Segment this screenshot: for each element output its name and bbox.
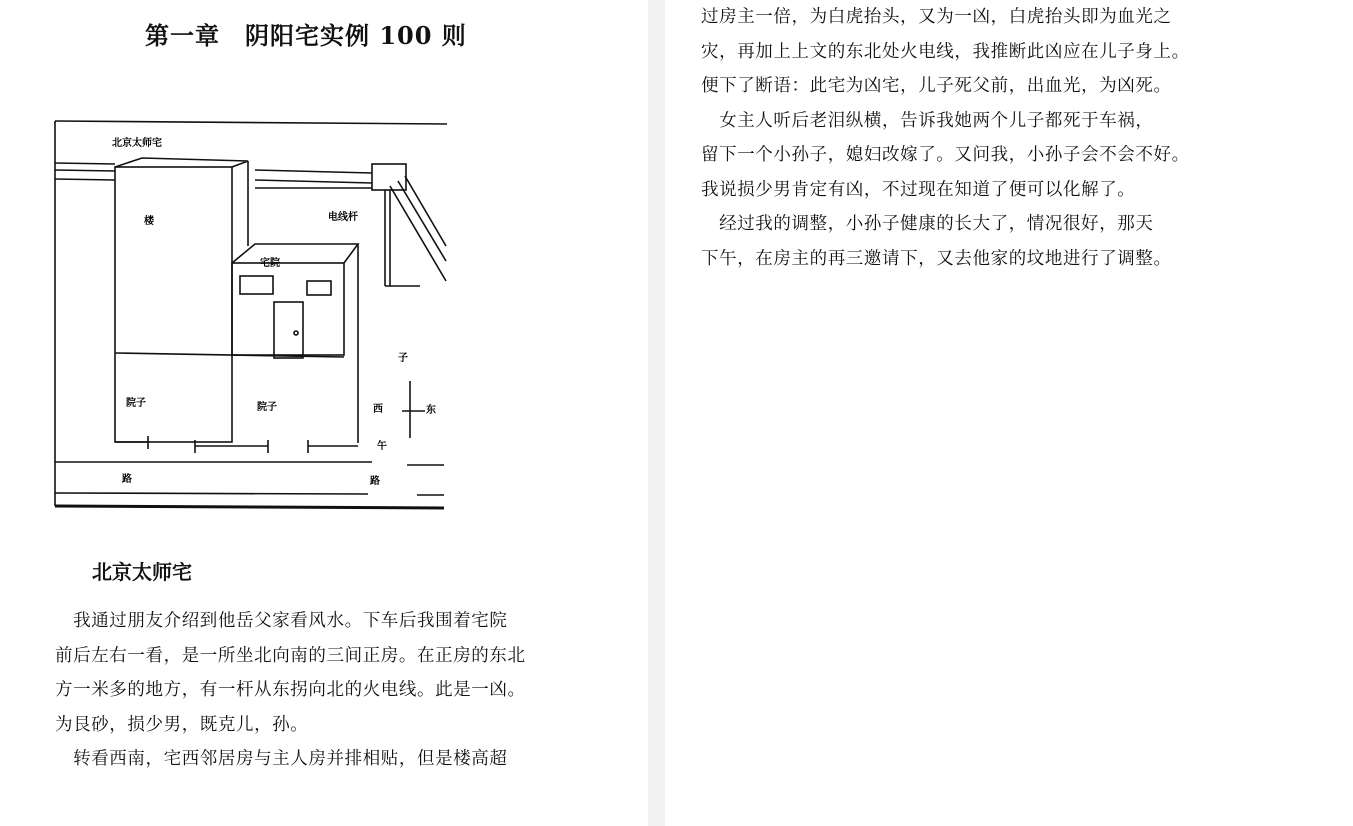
yard1-label: 院子: [126, 398, 146, 409]
text-line: 经过我的调整，小孙子健康的长大了，情况很好，那天: [701, 214, 1154, 234]
compass-north: 子: [398, 353, 408, 364]
text-line: 女主人听后老泪纵横，告诉我她两个儿子都死于车祸，: [701, 110, 1154, 131]
text-line: 我说损少男肯定有凶，不过现在知道了便可以化解了。: [701, 179, 1136, 200]
left-body-text: [55, 604, 526, 777]
compass-east: 东: [426, 405, 436, 416]
pole-label: 电线杆: [328, 212, 358, 223]
road1-label: 路: [122, 474, 132, 485]
yard2-label: 院子: [257, 402, 277, 413]
text-line: 灾，再加上上文的东北处火电线，我推断此凶应在儿子身上。: [701, 41, 1190, 62]
compass-south: 午: [377, 441, 387, 452]
house-label: 宅院: [260, 258, 280, 269]
section-heading: 北京太师宅: [92, 560, 192, 584]
compass-west: 西: [373, 404, 383, 415]
road2-label: 路: [370, 476, 380, 487]
right-body-text: [701, 0, 1190, 276]
diagram-caption: 北京太师宅: [112, 138, 162, 149]
text-line: 方一米多的地方，有一杆从东拐向北的火电线。此是一凶。: [55, 680, 526, 700]
text-line: 留下一个小孙子，媳妇改嫁了。又问我，小孙子会不会不好。: [701, 145, 1190, 165]
text-line: 前后左右一看，是一所坐北向南的三间正房。在正房的东北: [55, 645, 526, 666]
house-diagram: [50, 116, 450, 511]
text-line: 便下了断语：此宅为凶宅，儿子死父前，出血光，为凶死。: [701, 76, 1172, 96]
right-page: [665, 0, 1353, 826]
text-line: 转看西南，宅西邻居房与主人房并排相贴，但是楼高超: [55, 749, 508, 769]
text-line: 过房主一倍，为白虎抬头，又为一凶，白虎抬头即为血光之: [701, 7, 1172, 27]
chapter-title: 第一章 阴阳宅实例 100 则: [145, 21, 467, 50]
text-line: 下午，在房主的再三邀请下，又去他家的坟地进行了调整。: [701, 248, 1172, 269]
text-line: 我通过朋友介绍到他岳父家看风水。下车后我围着宅院: [55, 611, 508, 631]
left-page: [0, 0, 648, 826]
building-label: 楼: [144, 216, 154, 227]
text-line: 为艮砂，损少男，既克儿，孙。: [55, 714, 309, 735]
